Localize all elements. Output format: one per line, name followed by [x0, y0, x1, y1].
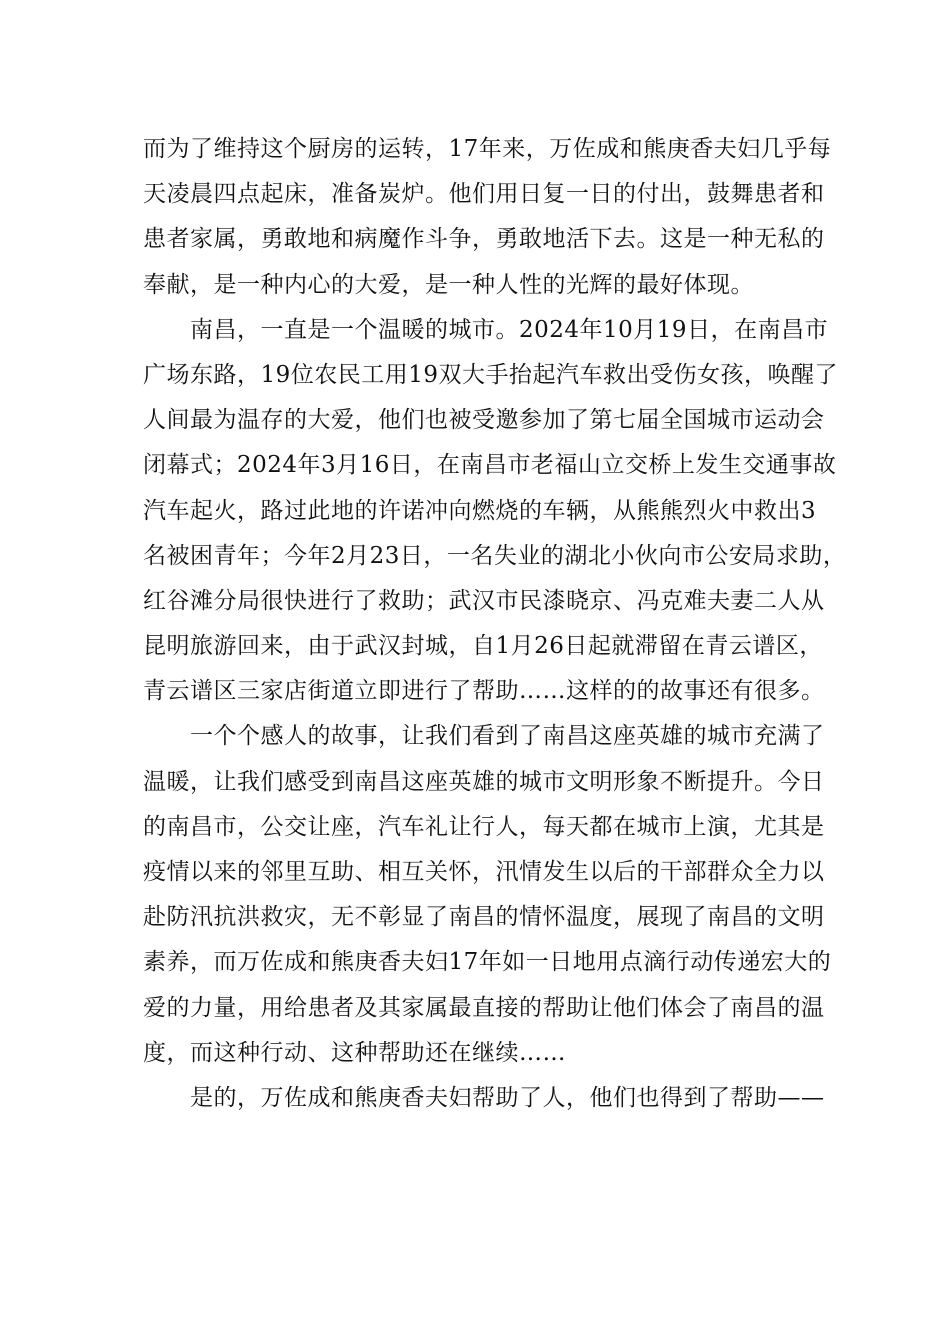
document-body — [143, 127, 847, 1121]
text-line: 天凌晨四点起床，准备炭炉。他们用日复一日的付出，鼓舞患者和 — [143, 181, 825, 208]
text-line: 昆明旅游回来，由于武汉封城，自1月26日起就滞留在青云谱区， — [143, 633, 823, 660]
paragraph-first-line: 南昌，一直是一个温暖的城市。2024年10月19日，在南昌市 — [190, 316, 829, 343]
paragraph-first-line: 是的，万佐成和熊庚香夫妇帮助了人，他们也得到了帮助—— — [190, 1084, 825, 1111]
text-line: 人间最为温存的大爱，他们也被受邀参加了第七届全国城市运动会 — [143, 407, 825, 434]
text-line: 闭幕式；2024年3月16日，在南昌市老福山立交桥上发生交通事故 — [143, 452, 837, 479]
text-line: 青云谱区三家店街道立即进行了帮助……这样的的故事还有很多。 — [143, 678, 825, 705]
paragraph-first-line: 一个个感人的故事，让我们看到了南昌这座英雄的城市充满了 — [190, 723, 825, 750]
text-line: 名被困青年；今年2月23日，一名失业的湖北小伙向市公安局求助， — [143, 542, 847, 569]
text-line: 的南昌市，公交让座，汽车礼让行人，每天都在城市上演，尤其是 — [143, 813, 825, 840]
text-line: 汽车起火，路过此地的许诺冲向燃烧的车辆，从熊熊烈火中救出3 — [143, 497, 817, 524]
text-line: 广场东路，19位农民工用19双大手抬起汽车救出受伤女孩，唤醒了 — [143, 361, 839, 388]
text-line: 疫情以来的邻里互助、相互关怀，汛情发生以后的干部群众全力以 — [143, 859, 825, 885]
text-line: 温暖，让我们感受到南昌这座英雄的城市文明形象不断提升。今日 — [143, 768, 825, 795]
text-line: 患者家属，勇敢地和病魔作斗争，勇敢地活下去。这是一种无私的 — [143, 226, 825, 253]
text-line: 度，而这种行动、这种帮助还在继续…… — [143, 1039, 566, 1066]
text-line: 素养，而万佐成和熊庚香夫妇17年如一日地用点滴行动传递宏大的 — [143, 949, 832, 976]
text-line: 爱的力量，用给患者及其家属最直接的帮助让他们体会了南昌的温 — [143, 994, 825, 1021]
text-line: 奉献，是一种内心的大爱，是一种人性的光辉的最好体现。 — [143, 271, 754, 298]
text-line: 赴防汛抗洪救灾，无不彰显了南昌的情怀温度，展现了南昌的文明 — [143, 904, 825, 931]
text-line: 红谷滩分局很快进行了救助；武汉市民漆晓京、冯克难夫妻二人从 — [143, 587, 825, 614]
text-line: 而为了维持这个厨房的运转，17年来，万佐成和熊庚香夫妇几乎每 — [143, 136, 832, 162]
